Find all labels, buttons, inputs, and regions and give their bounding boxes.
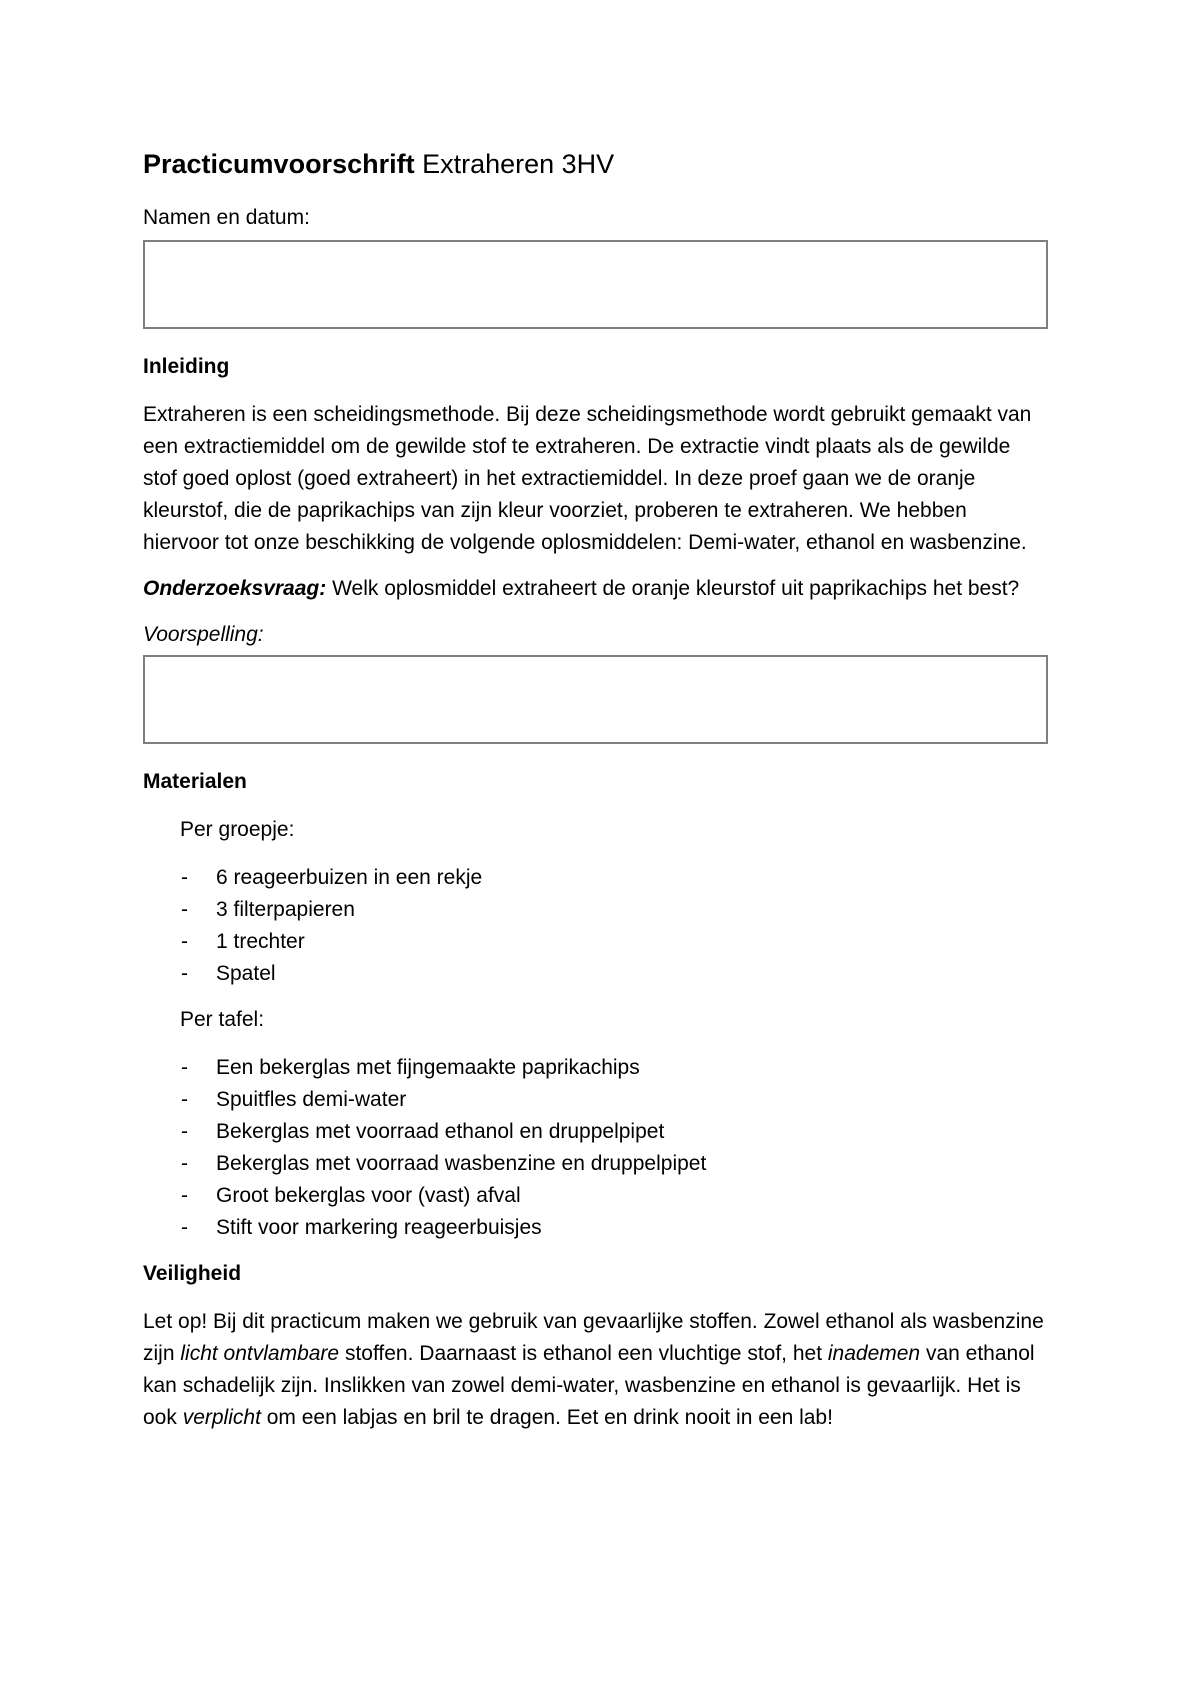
list-item-text: Bekerglas met voorraad ethanol en druppelpipet: [216, 1120, 665, 1143]
per-table-label: Per tafel:: [180, 1008, 265, 1031]
list-item-text: Spatel: [216, 962, 276, 985]
names-date-label: Namen en datum:: [143, 206, 310, 229]
dash-bullet: -: [181, 1184, 188, 1207]
materials-heading: Materialen: [143, 770, 247, 793]
list-item-text: Een bekerglas met fijngemaakte paprikachips: [216, 1056, 640, 1079]
list-item: [143, 926, 1063, 958]
safety-emphasis: verplicht: [182, 1406, 261, 1429]
research-question-text: Welk oplosmiddel extraheert de oranje kleurstof uit paprikachips het best?: [326, 577, 1020, 600]
list-item-text: 6 reageerbuizen in een rekje: [216, 866, 483, 889]
safety-text: [143, 1306, 1048, 1434]
document-title: [143, 146, 1063, 182]
dash-bullet: -: [181, 962, 188, 985]
list-item: [143, 1180, 1063, 1212]
list-item: [143, 1052, 1063, 1084]
intro-heading: Inleiding: [143, 355, 230, 378]
title-bold-part: Practicumvoorschrift: [143, 149, 415, 179]
group-materials-list: [143, 862, 1063, 990]
safety-heading: Veiligheid: [143, 1262, 242, 1285]
names-date-box[interactable]: [143, 240, 1048, 329]
list-item-text: Groot bekerglas voor (vast) afval: [216, 1184, 521, 1207]
list-item-text: 3 filterpapieren: [216, 898, 355, 921]
list-item-text: Stift voor markering reageerbuisjes: [216, 1216, 542, 1239]
safety-text-part: stoffen. Daarnaast is ethanol een vluchtige stof, het: [339, 1342, 828, 1365]
dash-bullet: -: [181, 1056, 188, 1079]
safety-emphasis: licht ontvlambare: [180, 1342, 340, 1365]
safety-emphasis: inademen: [827, 1342, 921, 1365]
research-question-label: Onderzoeksvraag:: [143, 577, 327, 600]
prediction-box[interactable]: [143, 655, 1048, 744]
title-rest-part: Extraheren 3HV: [414, 149, 615, 179]
list-item-text: Bekerglas met voorraad wasbenzine en druppelpipet: [216, 1152, 707, 1175]
document-page: [143, 146, 1063, 1448]
per-group-label: Per groepje:: [180, 818, 295, 841]
table-materials-list: [143, 1052, 1063, 1244]
list-item: [143, 862, 1063, 894]
list-item: [143, 1116, 1063, 1148]
dash-bullet: -: [181, 1088, 188, 1111]
dash-bullet: -: [181, 866, 188, 889]
list-item: [143, 894, 1063, 926]
dash-bullet: -: [181, 1152, 188, 1175]
dash-bullet: -: [181, 898, 188, 921]
list-item: [143, 1084, 1063, 1116]
safety-text-part: van ethanol kan schadelijk zijn. Inslikken van zowel demi-water, wasbenzine en ethanol is gevaarlijk. Het is ook: [143, 1342, 1035, 1429]
list-item-text: 1 trechter: [216, 930, 305, 953]
list-item: [143, 1212, 1063, 1244]
list-item-text: Spuitfles demi-water: [216, 1088, 407, 1111]
intro-text: Extraheren is een scheidingsmethode. Bij deze scheidingsmethode wordt gebruikt gemaakt van een extractiemiddel om de gewilde stof te extraheren. De extractie vindt plaats als de gewilde stof goed oplost (goed extraheert) in het extractiemiddel. In deze proef gaan we de oranje kleurstof, die de paprikachips van zijn kleur voorziet, proberen te extraheren. We hebben hiervoor tot onze beschikking de volgende oplosmiddelen: Demi-water, ethanol en wasbenzine.: [143, 403, 1032, 554]
research-question: [143, 573, 1048, 605]
safety-text-part: Let op! Bij dit practicum maken we gebruik van gevaarlijke stoffen. Zowel ethanol als wasbenzine zijn: [143, 1310, 1044, 1365]
prediction-label: Voorspelling:: [143, 623, 264, 646]
list-item: [143, 958, 1063, 990]
dash-bullet: -: [181, 1120, 188, 1143]
safety-text-part: om een labjas en bril te dragen. Eet en drink nooit in een lab!: [260, 1406, 833, 1429]
list-item: [143, 1148, 1063, 1180]
dash-bullet: -: [181, 1216, 188, 1239]
dash-bullet: -: [181, 930, 188, 953]
